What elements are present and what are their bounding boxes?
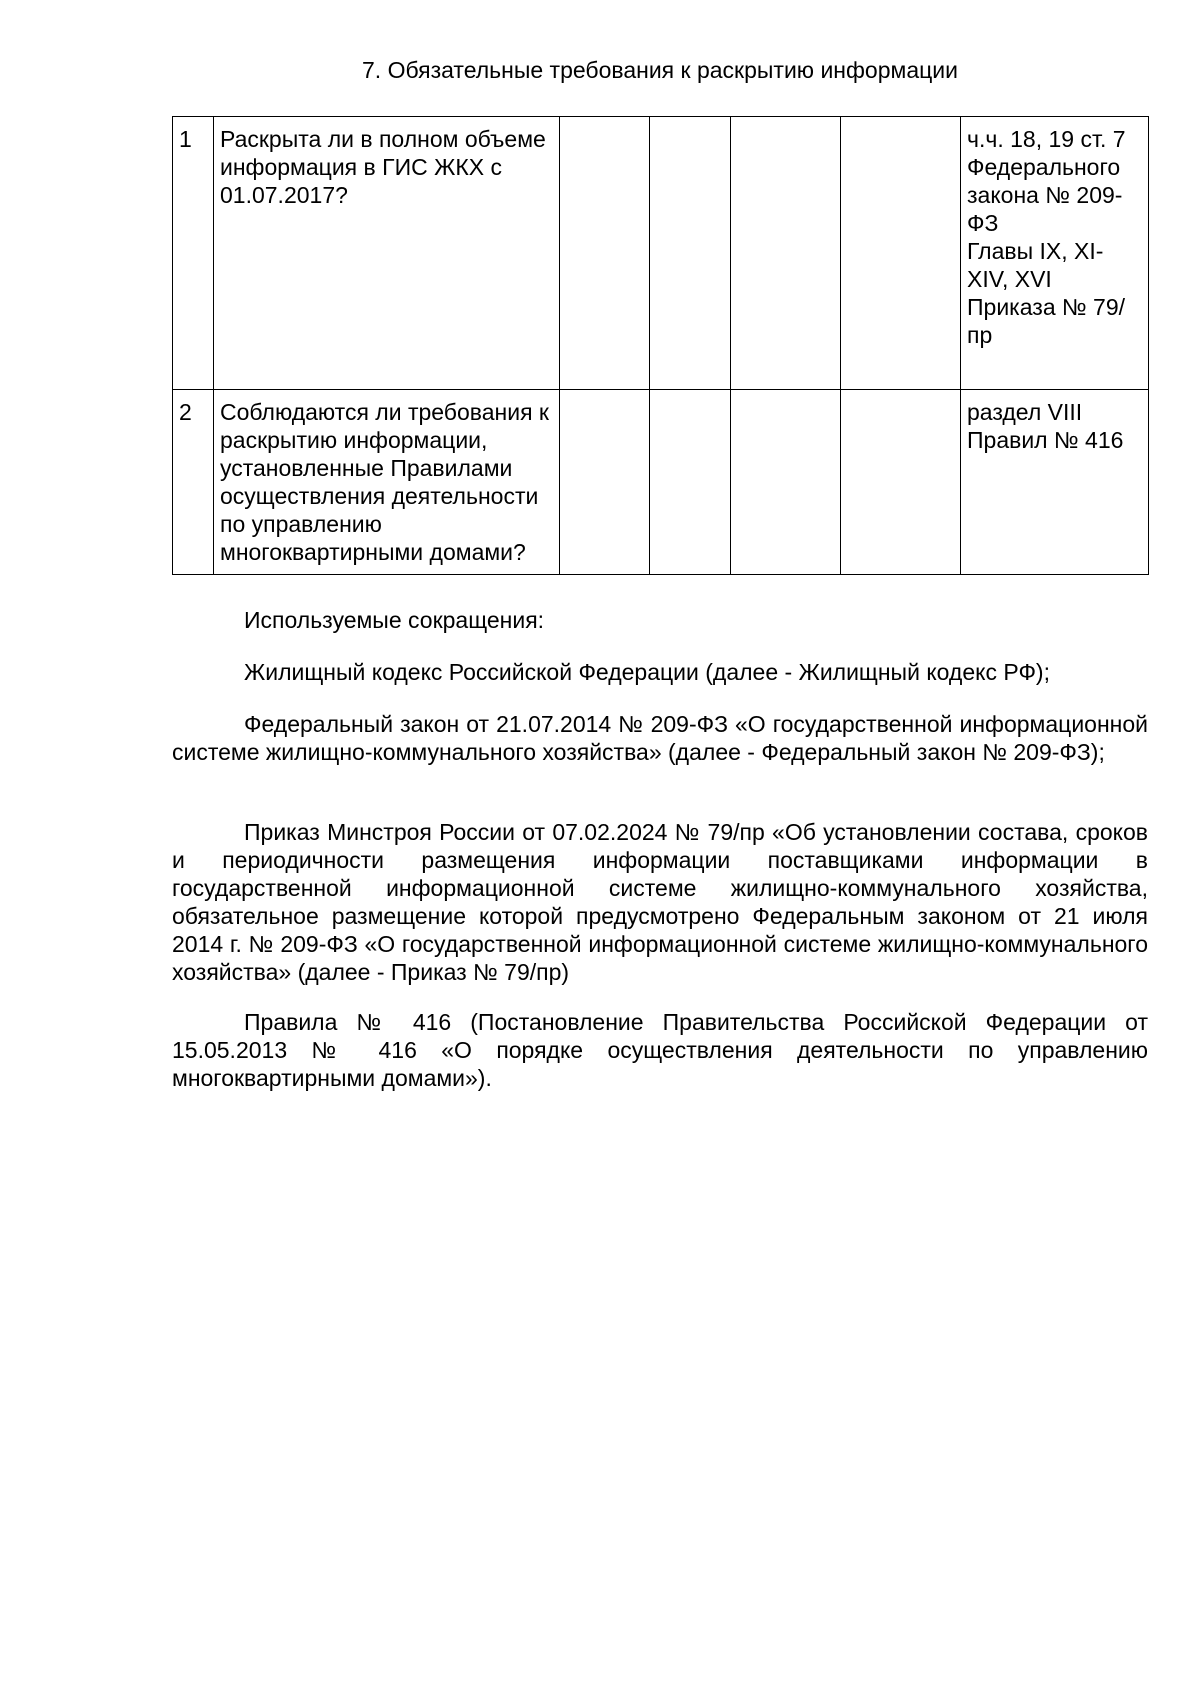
empty-cell xyxy=(841,117,961,390)
legal-reference: раздел VIII Правил № 416 xyxy=(961,390,1149,575)
abbreviation-item: Жилищный кодекс Российской Федерации (далее - Жилищный кодекс РФ); xyxy=(244,659,1050,685)
row-number: 2 xyxy=(173,390,214,575)
legal-reference: ч.ч. 18, 19 ст. 7 Федерального закона № 209-ФЗ Главы IX, XI-XIV, XVI Приказа № 79/пр xyxy=(961,117,1149,390)
section-title: 7. Обязательные требования к раскрытию информации xyxy=(362,57,958,83)
abbreviation-item: Федеральный закон от 21.07.2014 № 209-ФЗ «О государственной информационной системе жилищно-коммунального хозяйства» (далее - Федеральный закон № 209-ФЗ); xyxy=(172,711,1148,765)
empty-cell xyxy=(731,390,841,575)
abbreviation-item: Приказ Минстроя России от 07.02.2024 № 79/пр «Об установлении состава, сроков и периодичности размещения информации поставщиками информации в государственной информационной системе жилищно-коммунального хозяйства, обязательное размещение которой предусмотрено Федеральным законом от 21 июля 2014 г. № 209-ФЗ «О государственной информационной системе жилищно-коммунального хозяйства» (далее - Приказ № 79/пр) xyxy=(172,819,1148,985)
empty-cell xyxy=(841,390,961,575)
empty-cell xyxy=(560,117,650,390)
requirements-table xyxy=(172,116,1149,575)
abbreviation-item: Правила № 416 (Постановление Правительства Российской Федерации от 15.05.2013 № 416 «О порядке осуществления деятельности по управлению многоквартирными домами»). xyxy=(172,1009,1148,1091)
empty-cell xyxy=(731,117,841,390)
empty-cell xyxy=(560,390,650,575)
empty-cell xyxy=(650,117,731,390)
requirement-question: Раскрыта ли в полном объеме информация в ГИС ЖКХ с 01.07.2017? xyxy=(214,117,560,390)
row-number: 1 xyxy=(173,117,214,390)
abbreviations-heading: Используемые сокращения: xyxy=(244,607,545,633)
table-row xyxy=(173,117,1149,390)
requirement-question: Соблюдаются ли требования к раскрытию информации, установленные Правилами осуществления деятельности по управлению многоквартирными домами? xyxy=(214,390,560,575)
table-row xyxy=(173,390,1149,575)
empty-cell xyxy=(650,390,731,575)
